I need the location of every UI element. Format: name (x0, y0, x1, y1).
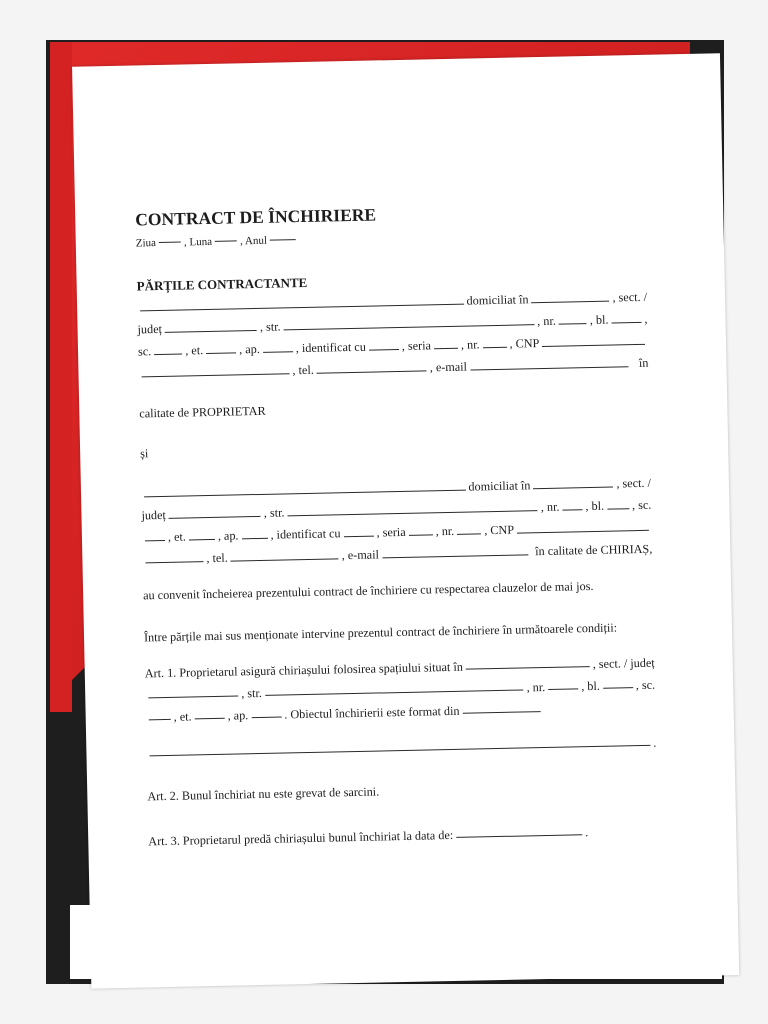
owner-id-blank (369, 349, 399, 351)
tenant-domiciliat-label: domiciliat în (468, 478, 531, 494)
month-blank (215, 240, 237, 241)
owner-id-label: , identificat cu (295, 339, 367, 356)
art1-text: Art. 1. Proprietarul asigură chiriașului folosirea spațiului situat în (144, 659, 464, 680)
tenant-judet-blank (169, 515, 261, 518)
art1-sect-label: , sect. / județ (592, 655, 655, 671)
art1-line-4: . (146, 726, 656, 759)
art2-paragraph: Art. 2. Bunul închiriat nu este grevat de sarcini. (147, 784, 380, 804)
owner-ap-blank (263, 351, 293, 353)
owner-role: calitate de PROPRIETAR (139, 404, 266, 421)
owner-in-label: în (638, 356, 649, 371)
tenant-sect-label: , sect. / (616, 476, 652, 491)
art1-bl-blank (603, 687, 633, 689)
owner-cnp-label: , CNP (509, 336, 540, 351)
page-bottom-edge (70, 905, 722, 979)
tenant-role: în calitate de CHIRIAȘ, (535, 542, 653, 559)
owner-idnr-blank (483, 346, 507, 348)
art1-location-blank (466, 666, 590, 670)
tenant-cnp-blank (517, 529, 649, 533)
owner-judet-blank (165, 329, 257, 332)
tenant-cnp-label: , CNP (484, 522, 515, 538)
art1-sc-blank (149, 719, 171, 720)
tenant-idnr-label: , nr. (435, 524, 455, 539)
tenant-idnr-blank (457, 533, 481, 535)
art1-nr-label: , nr. (526, 679, 546, 694)
art1-sc-label: , sc. (635, 677, 656, 692)
art1-bl-label: , bl. (581, 678, 600, 693)
tenant-sc-blank (145, 539, 165, 540)
tenant-id-label: , identificat cu (270, 526, 341, 543)
tenant-city-blank (533, 486, 613, 489)
owner-bl-blank (611, 321, 641, 323)
art3-line: Art. 3. Proprietarul predă chiriașului bunul închiriat la data de: . (148, 825, 589, 849)
owner-tel-label: , tel. (292, 363, 314, 378)
art3-date-blank (456, 835, 582, 839)
section-parties-heading: PĂRȚILE CONTRACTANTE (136, 274, 308, 293)
tenant-id-blank (344, 535, 374, 537)
tenant-sc-label: , sc. (631, 498, 652, 513)
art1-ap-blank (251, 716, 281, 718)
art1-et-blank (195, 718, 225, 720)
art1-et-label: , et. (173, 709, 192, 724)
agreement-paragraph: au convenit încheierea prezentului contract de închiriere cu respectarea clauzelor de mai jos. (143, 578, 594, 602)
tenant-judet-label: județ (141, 508, 167, 523)
owner-domiciliat-label: domiciliat în (466, 292, 529, 308)
year-label: , Anul (239, 234, 268, 247)
owner-tel-blank (317, 370, 427, 373)
tenant-et-label: , et. (167, 529, 187, 545)
art1-object-label: . Obiectul închirierii este format din (284, 703, 460, 722)
owner-cnp-blank (542, 343, 645, 346)
art3-text: Art. 3. Proprietarul predă chiriașului bunul închiriat la data de: (148, 828, 454, 849)
owner-sc-label: sc. (137, 344, 152, 359)
date-line (136, 227, 646, 249)
month-label: , Luna (183, 235, 213, 248)
contract-title: CONTRACT DE ÎNCHIRIERE (135, 204, 377, 230)
owner-ap-label: , ap. (239, 342, 260, 357)
owner-email-label: , e-mail (429, 359, 468, 375)
owner-str-label: , str. (259, 319, 281, 335)
day-blank (159, 241, 181, 242)
art1-str-label: , str. (241, 685, 263, 700)
art1-description-blank (150, 745, 651, 756)
owner-sect-label: , sect. / (612, 290, 648, 305)
tenant-email-label: , e-mail (341, 547, 380, 563)
owner-line-2: județ , str. , nr. , bl. , (137, 312, 648, 337)
art1-object-blank (463, 711, 541, 714)
owner-judet-label: județ (137, 322, 163, 337)
tenant-bl-blank (607, 508, 629, 509)
owner-bl-label: , bl. (589, 312, 609, 328)
contract-content (135, 201, 658, 848)
art1-nr-blank (548, 688, 578, 690)
owner-et-blank (206, 352, 236, 354)
art1-judet-blank (148, 695, 238, 698)
owner-idnr-label: , nr. (460, 337, 480, 352)
owner-city-blank (532, 300, 610, 303)
tenant-ap-blank (242, 537, 268, 539)
owner-nr-blank (559, 323, 587, 325)
tenant-et-blank (189, 538, 215, 540)
intro-paragraph: Între părțile mai sus menționate intervine prezentul contract de închiriere în următoarele condiții: (143, 620, 618, 645)
tenant-line4-blank (145, 561, 203, 563)
tenant-str-label: , str. (263, 505, 285, 521)
tenant-bl-label: , bl. (585, 499, 605, 514)
tenant-tel-blank (231, 558, 339, 561)
year-blank (270, 239, 296, 241)
owner-seria-blank (434, 347, 458, 349)
tenant-tel-label: , tel. (206, 550, 228, 566)
tenant-seria-blank (409, 534, 433, 536)
tenant-ap-label: , ap. (217, 528, 239, 544)
red-folder-edge (50, 42, 72, 712)
tenant-nr-label: , nr. (540, 499, 560, 515)
contract-page (72, 53, 739, 988)
owner-seria-label: , seria (401, 338, 432, 354)
tenant-email-blank (382, 554, 528, 558)
and-word: și (140, 446, 149, 461)
day-label: Ziua (135, 236, 157, 249)
tenant-seria-label: , seria (376, 525, 406, 540)
art1-ap-label: , ap. (227, 707, 249, 723)
owner-nr-label: , nr. (537, 314, 556, 329)
owner-sc-blank (154, 353, 182, 355)
owner-et-label: , et. (185, 343, 204, 358)
tenant-nr-blank (563, 509, 583, 510)
